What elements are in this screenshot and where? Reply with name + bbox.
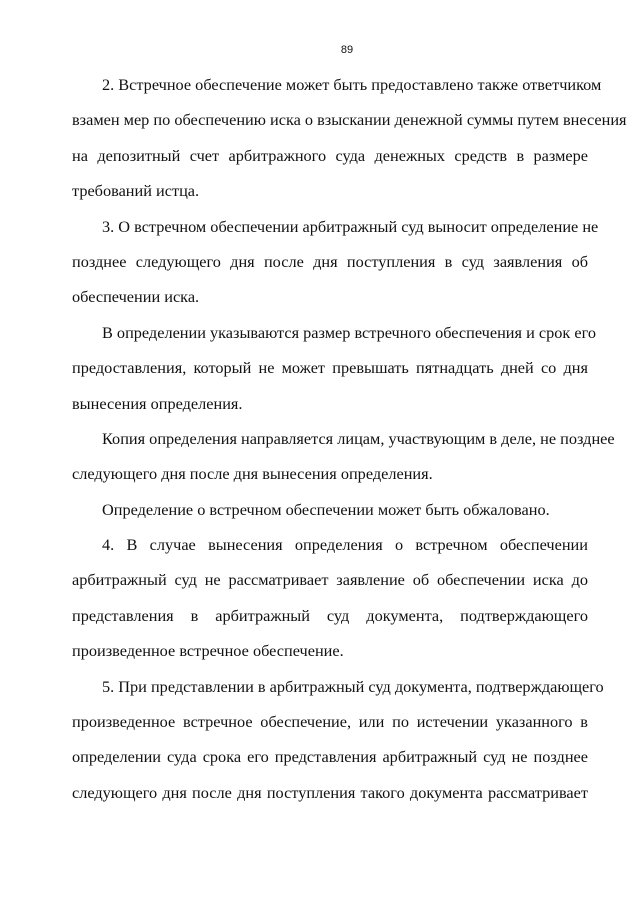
page-number: 89: [340, 44, 354, 56]
paragraph: [72, 209, 599, 315]
text-line: представления в арбитражный суд документа, подтверждающего: [72, 605, 588, 625]
paragraph: [72, 421, 615, 492]
text-line: вынесения определения.: [72, 393, 243, 413]
text-line: позднее следующего дня после дня поступления в суд заявления об: [72, 251, 588, 271]
text-line: В определении указываются размер встречного обеспечения и срок его: [102, 322, 596, 342]
text-line: на депозитный счет арбитражного суда денежных средств в размере: [72, 145, 588, 165]
text-line: Копия определения направляется лицам, участвующим в деле, не позднее: [102, 428, 615, 448]
text-line: 5. При представлении в арбитражный суд документа, подтверждающего: [102, 676, 604, 696]
text-line: требований истца.: [72, 181, 200, 201]
text-line: произведенное встречное обеспечение.: [72, 641, 344, 661]
text-line: 4. В случае вынесения определения о встречном обеспечении: [102, 535, 588, 555]
text-line: арбитражный суд не рассматривает заявление об обеспечении иска до: [72, 570, 588, 590]
paragraph: [72, 669, 604, 811]
text-line: 3. О встречном обеспечении арбитражный суд выносит определение не: [102, 216, 599, 236]
paragraph: [72, 492, 588, 527]
text-line: обеспечении иска.: [72, 287, 200, 307]
document-body: [72, 67, 627, 810]
text-line: произведенное встречное обеспечение, или по истечении указанного в: [72, 712, 588, 732]
text-line: предоставления, который не может превышать пятнадцать дней со дня: [72, 358, 588, 378]
text-line: следующего дня после дня поступления такого документа рассматривает: [72, 782, 588, 802]
text-line: 2. Встречное обеспечение может быть предоставлено также ответчиком: [102, 75, 602, 94]
paragraph: [72, 527, 588, 669]
text-line: взамен мер по обеспечению иска о взыскании денежной суммы путем внесения: [72, 110, 627, 130]
paragraph: [72, 315, 596, 421]
text-line: определении суда срока его представления арбитражный суд не позднее: [72, 747, 588, 767]
text-line: Определение о встречном обеспечении может быть обжаловано.: [102, 499, 550, 519]
paragraph: [72, 67, 627, 209]
text-line: следующего дня после дня вынесения определения.: [72, 464, 433, 484]
